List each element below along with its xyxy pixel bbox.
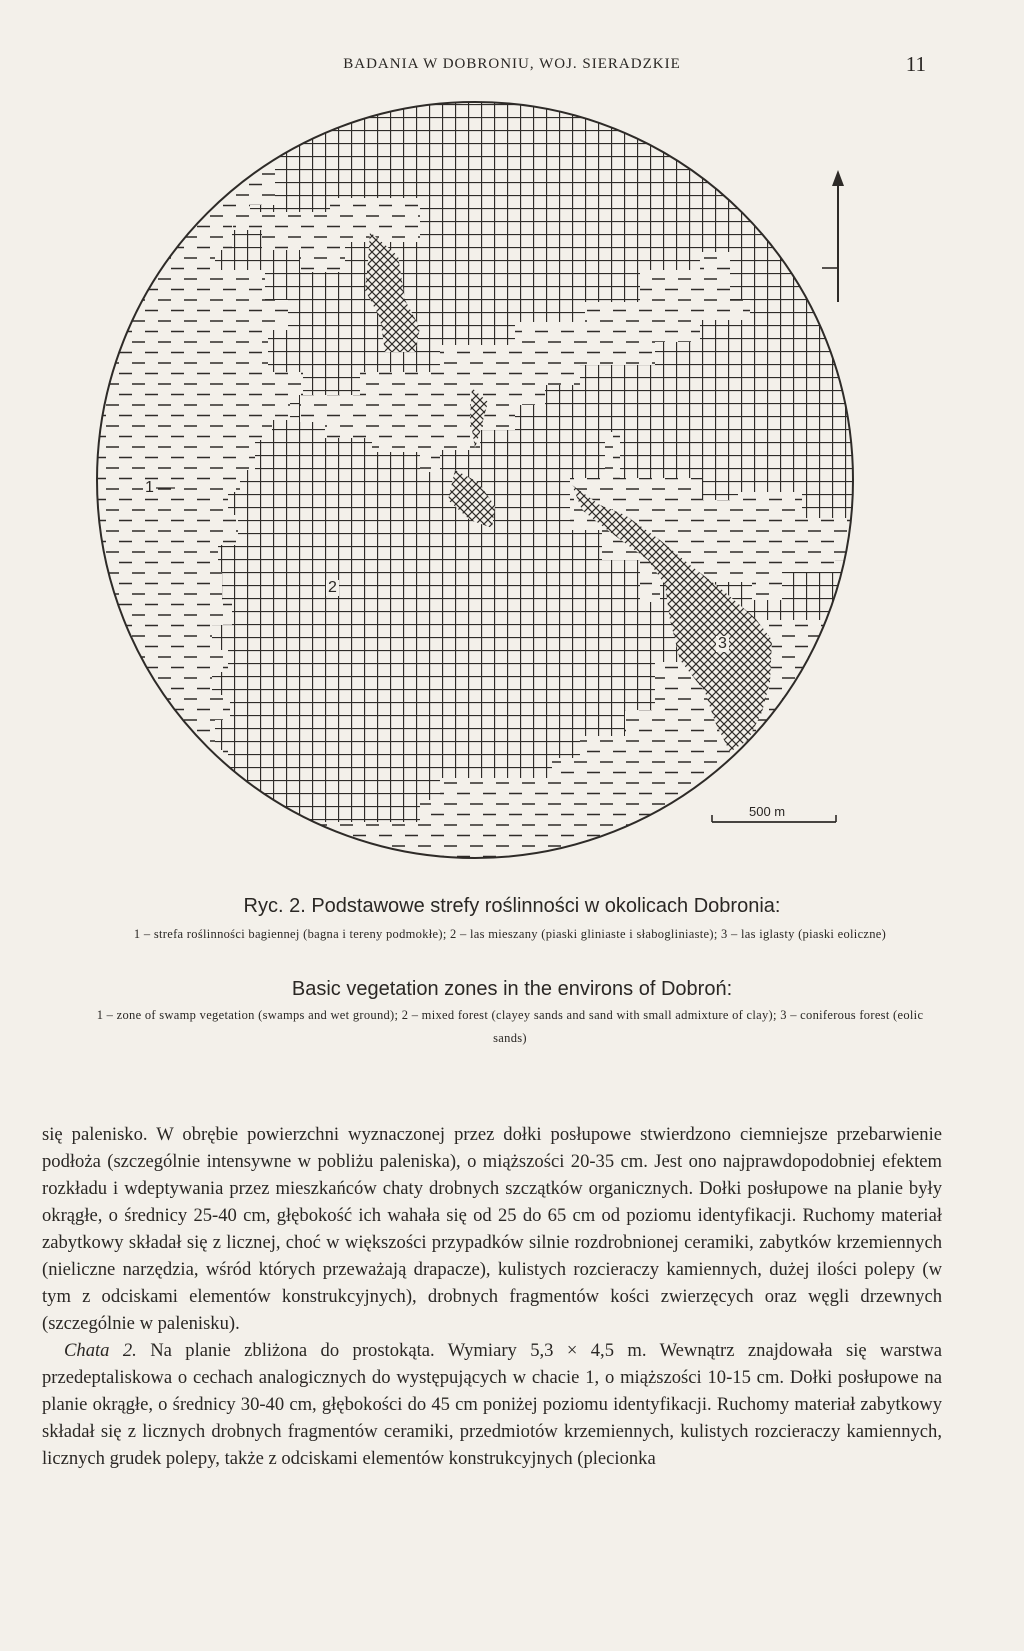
caption-legend-english: 1 – zone of swamp vegetation (swamps and wet ground); 2 – mixed forest (clayey sands and sand with small admixture of clay); 3 – coniferous forest (eolic sands) <box>96 1008 924 1045</box>
paragraph-2-text: Na planie zbliżona do prostokąta. Wymiary 5,3 × 4,5 m. Wewnątrz znajdowała się warstwa przedeptaliskowa o cechach analogicznych do występujących w chacie 1, o miąższości 10-15 cm. Dołki posłupowe na planie okrągłe, o średnicy 30-40 cm, głębokości do 45 cm poniżej poziomu identyfikacji. Ruchomy materiał zabytkowy składał się z licznych drobnych fragmentów ceramiki, przedmiotów krzemiennych, kulistych rozcieraczy kamiennych, licznych grudek polepy, także z odciskami elementów konstrukcyjnych (plecionka <box>42 1340 942 1469</box>
paragraph-1: się palenisko. W obrębie powierzchni wyznaczonej przez dołki posłupowe stwierdzono ciemniejsze przebarwienie podłoża (szczególnie intensywne w pobliżu paleniska), o miąższości 20-35 cm. Jest ono najprawdopodobniej efektem rozkładu i wdeptywania przez mieszkańców chaty drobnych szczątków organicznych. Dołki posłupowe na planie były okrągłe, o średnicy 25-40 cm, głębokość ich wahała się od 25 do 65 cm od poziomu identyfikacji. Ruchomy materiał zabytkowy składał się z licznej, choć w większości przypadków silnie rozdrobnionej ceramiki, zabytków krzemiennych (nieliczne narzędzia, wśród których przeważają drapacze), kulistych rozcieraczy kamiennych, dużej ilości polepy (w tym z odciskami elementów konstrukcyjnych), drobnych fragmentów kości zwierzęcych oraz węgli drzewnych (szczególnie w palenisku). <box>42 1124 942 1334</box>
paragraph-2 <box>42 1337 942 1472</box>
page-number: 11 <box>905 52 926 76</box>
north-arrow-icon <box>822 170 844 302</box>
caption-title-polish: Ryc. 2. Podstawowe strefy roślinności w okolicach Dobronia: <box>243 895 781 917</box>
zone-label-1: 1 <box>145 479 154 496</box>
running-title: BADANIA W DOBRONIU, WOJ. SIERADZKIE <box>343 56 681 72</box>
caption-title-english: Basic vegetation zones in the environs of Dobroń: <box>291 978 733 1000</box>
scale-label: 500 m <box>749 804 786 819</box>
zone-label-2: 2 <box>328 579 337 596</box>
body-text <box>42 1121 942 1472</box>
map-zones <box>90 95 860 865</box>
paragraph-2-heading: Chata 2. <box>64 1340 137 1361</box>
caption-legend-polish: 1 – strefa roślinności bagiennej (bagna i tereny podmokłe); 2 – las mieszany (piaski gliniaste i słabogliniaste); 3 – las iglasty (piaski eoliczne) <box>133 927 887 941</box>
zone-label-3: 3 <box>718 635 727 652</box>
